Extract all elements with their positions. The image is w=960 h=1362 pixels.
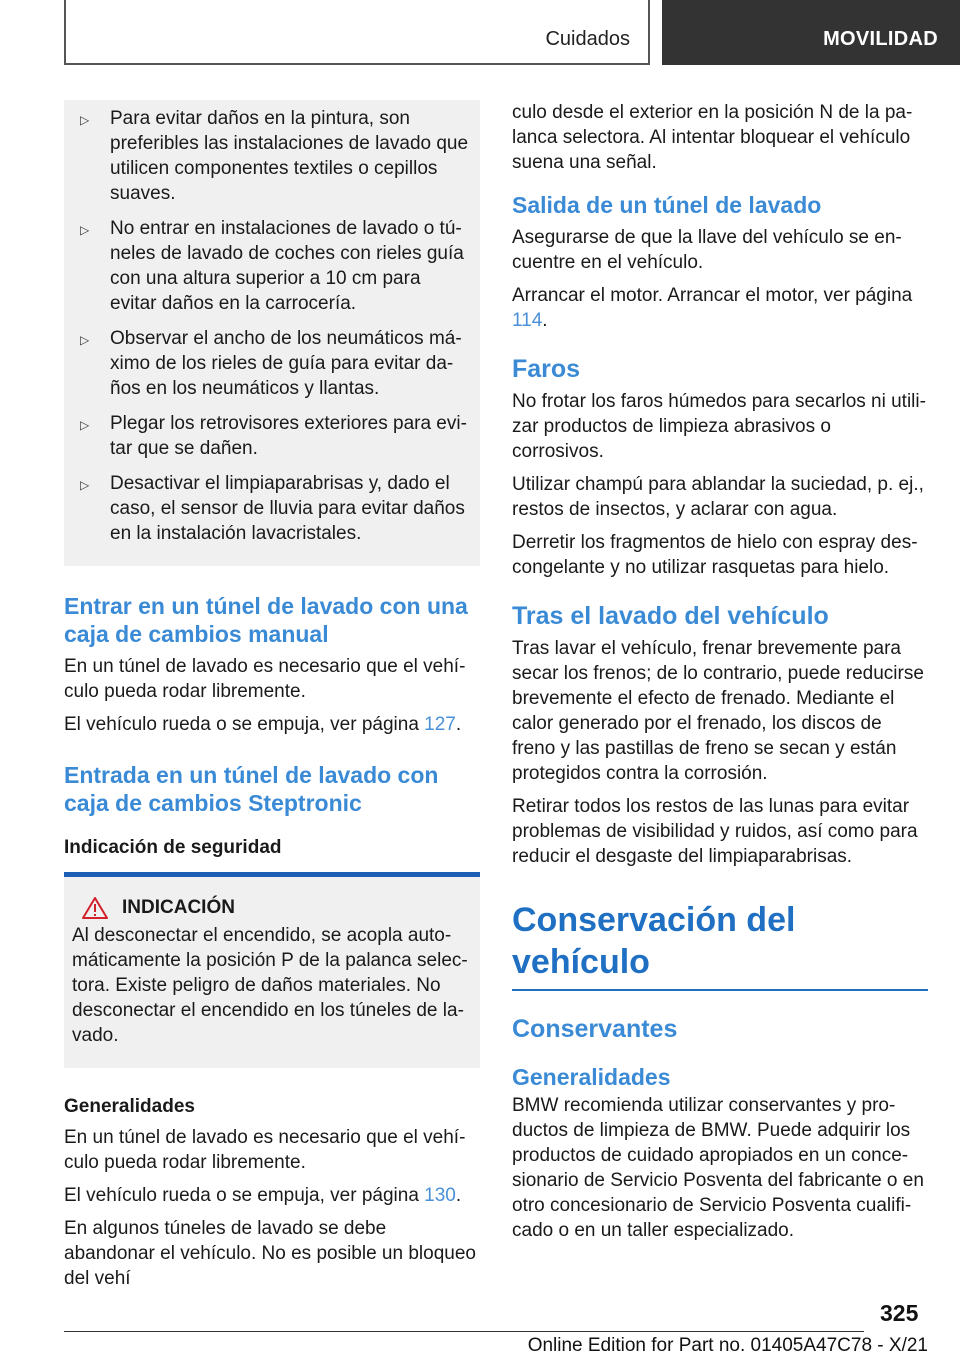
right-column: [512, 100, 928, 1251]
page-link[interactable]: 130: [424, 1185, 456, 1206]
header-section-title: Cuidados: [545, 28, 630, 50]
warning-triangle-icon: [82, 897, 108, 919]
header-chapter-title: MOVILIDAD: [823, 28, 938, 50]
notice-title: INDICACIÓN: [122, 897, 235, 918]
notice-text: Al desconectar el encendido, se acopla automáticamente la posición P de la palanca selectora. Existe peligro de daños materiales. No desconectar el encendido en los túneles de lavado.: [72, 925, 468, 1046]
paragraph: BMW recomienda utilizar conservantes y productos de limpieza de BMW. Puede adquirir los productos de cuidado apropiados en un concesionario de Servicio Posventa del fabricante o en otro concesionario de Servicio Posventa cualificado o en un taller especializado.: [512, 1095, 924, 1241]
triangle-right-outline-icon: ▷: [80, 223, 90, 237]
footer-divider: [64, 1331, 864, 1332]
chapter-title: Conservación del vehículo: [512, 899, 928, 991]
footer-edition: Online Edition for Part no. 01405A47C78 - X/21: [527, 1335, 928, 1356]
page-link[interactable]: 114: [512, 310, 543, 331]
heading-exit: Salida de un túnel de lavado: [512, 192, 822, 218]
paragraph: No frotar los faros húmedos para secarlos ni utilizar productos de limpieza abrasivos o corrosivos.: [512, 391, 926, 462]
list-item: ▷ No entrar en instalaciones de lavado o túneles de lavado de coches con rieles guía con una altura superior a 10 cm para evitar daños en la carrocería.: [80, 218, 464, 314]
paragraph: Arrancar el motor. Arrancar el motor, ver página 114.: [512, 285, 913, 331]
heading-safety: Indicación de seguridad: [64, 837, 282, 858]
list-item: ▷ Desactivar el limpiaparabrisas y, dado el caso, el sensor de lluvia para evitar daños en la instalación lavacristales.: [80, 473, 465, 544]
heading-after-wash: Tras el lavado del vehículo: [512, 602, 829, 630]
paragraph: El vehículo rueda o se empuja, ver página 130.: [64, 1185, 462, 1206]
paragraph: En un túnel de lavado es necesario que el vehículo pueda rodar libremente.: [64, 656, 466, 702]
list-item: ▷ Para evitar daños en la pintura, son preferibles las instalaciones de lavado que utilicen componentes textiles o cepillos suaves.: [80, 108, 469, 204]
paragraph: En un túnel de lavado es necesario que el vehículo pueda rodar libremente.: [64, 1127, 466, 1173]
left-column: [64, 100, 480, 1299]
notice-box: [64, 872, 480, 1068]
triangle-right-outline-icon: ▷: [80, 418, 90, 432]
page-link[interactable]: 127: [424, 714, 456, 735]
triangle-right-outline-icon: ▷: [80, 333, 90, 347]
heading-conservantes: Conservantes: [512, 1015, 678, 1043]
header-chapter-tab: [662, 0, 960, 65]
list-item: ▷ Plegar los retrovisores exteriores para evitar que se dañen.: [80, 413, 467, 459]
bullet-list-box: [64, 100, 480, 566]
header-section-tab: [64, 0, 650, 65]
paragraph: Utilizar champú para ablandar la suciedad, p. ej., restos de insectos, y aclarar con agua.: [512, 474, 924, 520]
heading-steptronic: Entrada en un túnel de lavado con caja de cambios Steptronic: [64, 762, 439, 816]
triangle-right-outline-icon: ▷: [80, 478, 90, 492]
list-item: ▷ Observar el ancho de los neumáticos máximo de los rieles de guía para evitar daños en los neumáticos y llantas.: [80, 328, 462, 399]
heading-general: Generalidades: [64, 1096, 195, 1117]
page-number: 325: [880, 1300, 919, 1326]
paragraph: culo desde el exterior en la posición N de la palanca selectora. Al intentar bloquear el vehículo suena una señal.: [512, 102, 913, 173]
paragraph: Retirar todos los restos de las lunas para evitar problemas de visibilidad y ruidos, así como para reducir el desgaste del limpiaparabrisas.: [512, 796, 918, 867]
notice-header: [72, 897, 470, 919]
paragraph: Tras lavar el vehículo, frenar brevemente para secar los frenos; de lo contrario, puede reducirse brevemente el efecto de frenado. Mediante el calor generado por el frenado, los discos de freno y las pastillas de freno se secan y están protegidos contra la corrosión.: [512, 638, 924, 784]
paragraph: El vehículo rueda o se empuja, ver página 127.: [64, 714, 462, 735]
paragraph: En algunos túneles de lavado se debe abandonar el vehículo. No es posible un bloqueo del vehí: [64, 1218, 476, 1289]
heading-manual-gearbox: Entrar en un túnel de lavado con una caja de cambios manual: [64, 593, 468, 647]
triangle-right-outline-icon: ▷: [80, 113, 90, 127]
paragraph: Derretir los fragmentos de hielo con espray descongelante y no utilizar rasquetas para hielo.: [512, 532, 918, 578]
heading-generalidades: Generalidades: [512, 1064, 671, 1090]
heading-faros: Faros: [512, 355, 581, 383]
paragraph: Asegurarse de que la llave del vehículo se encuentre en el vehículo.: [512, 227, 902, 273]
